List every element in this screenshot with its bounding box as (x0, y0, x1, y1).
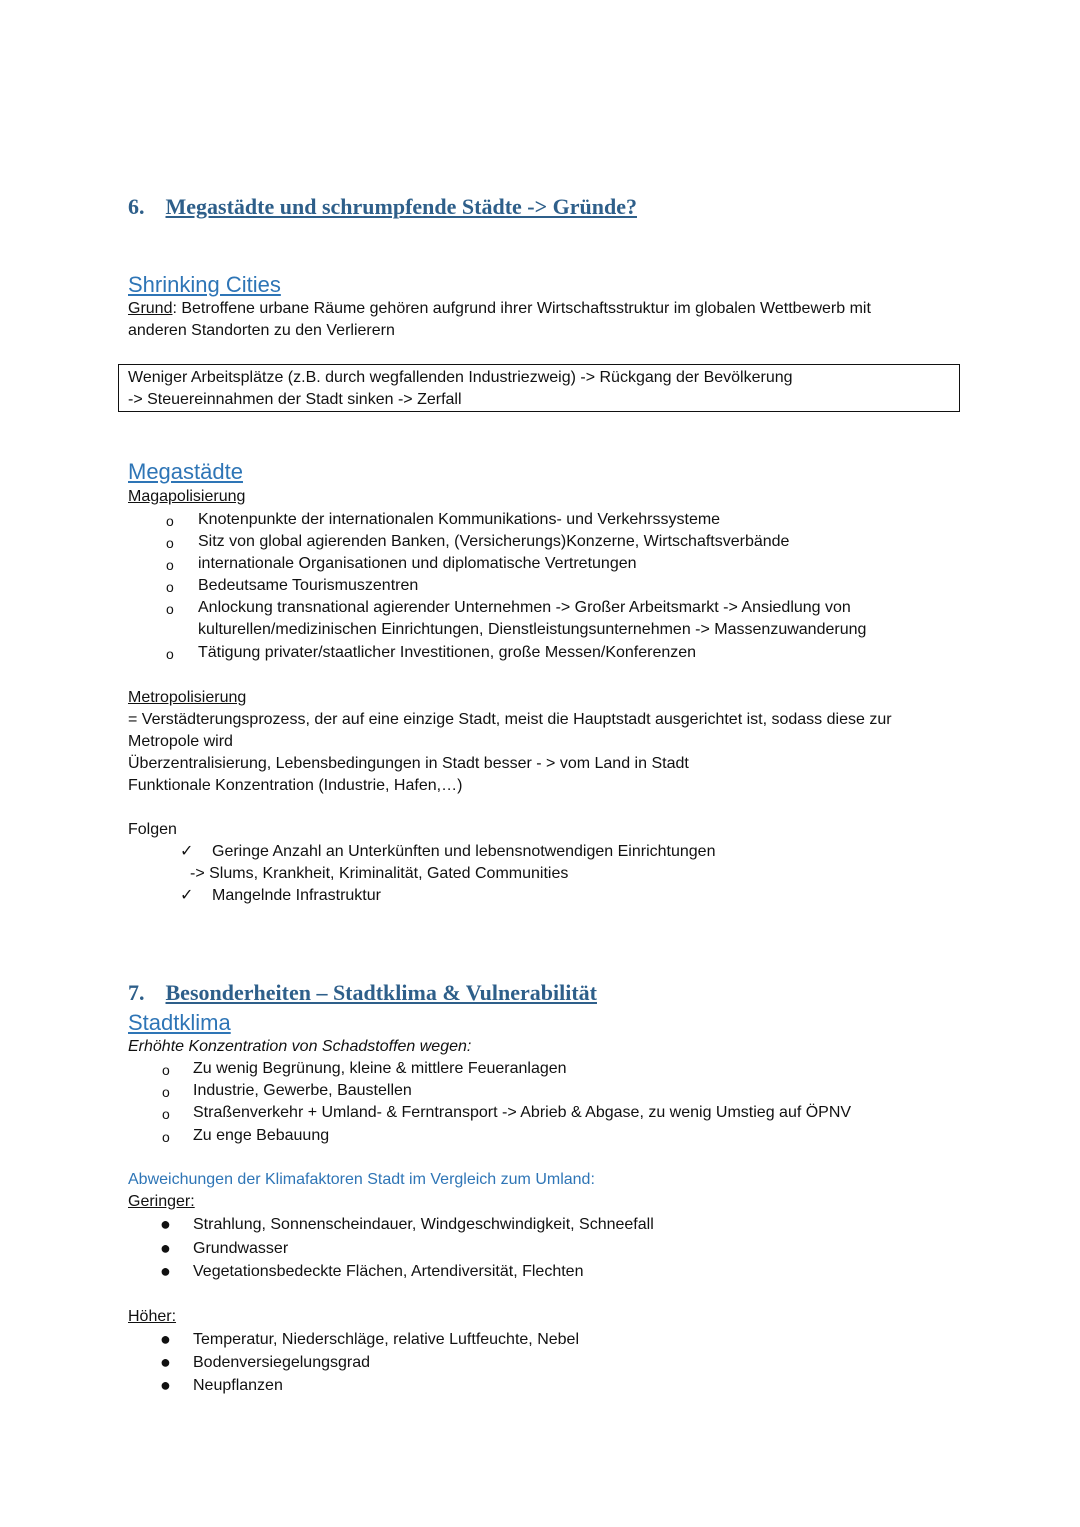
geringer-label: Geringer: (128, 1193, 195, 1210)
list-item: Tätigung privater/staatlicher Investitionen, große Messen/Konferenzen (198, 644, 697, 661)
list-item: Anlockung transnational agierender Unternehmen -> Großer Arbeitsmarkt -> Ansiedlung von (198, 599, 851, 616)
magapolisierung-heading: Magapolisierung (128, 488, 246, 505)
list-item: Industrie, Gewerbe, Baustellen (193, 1082, 412, 1099)
list-item: Grundwasser (193, 1240, 289, 1257)
folgen-label: Folgen (128, 821, 177, 838)
list-item: Strahlung, Sonnenscheindauer, Windgeschwindigkeit, Schneefall (193, 1216, 654, 1233)
stadtklima-heading: Stadtklima (128, 1010, 231, 1035)
list-item: Bedeutsame Tourismuszentren (198, 577, 419, 594)
list-item: Straßenverkehr + Umland- & Ferntransport -> Abrieb & Abgase, zu wenig Umstieg auf ÖPNV (193, 1104, 852, 1121)
check-icon: ✓ (180, 887, 194, 904)
folgen-item: Geringe Anzahl an Unterkünften und lebensnotwendigen Einrichtungen (212, 843, 716, 860)
box-line-1: Weniger Arbeitsplätze (z.B. durch wegfallenden Industriezweig) -> Rückgang der Bevölkerung (128, 369, 793, 386)
list-bullet: o (162, 1062, 170, 1078)
metro-line: Überzentralisierung, Lebensbedingungen in Stadt besser - > vom Land in Stadt (128, 755, 689, 772)
list-item: Knotenpunkte der internationalen Kommunikations- und Verkehrssysteme (198, 511, 721, 528)
metropolisierung-heading: Metropolisierung (128, 689, 247, 706)
bullet-dot-icon: ● (160, 1238, 171, 1258)
metro-line: Metropole wird (128, 733, 233, 750)
bullet-dot-icon: ● (160, 1329, 171, 1349)
list-item: Sitz von global agierenden Banken, (Versicherungs)Konzerne, Wirtschaftsverbände (198, 533, 790, 550)
bullet-dot-icon: ● (160, 1261, 171, 1281)
list-item: Zu enge Bebauung (193, 1127, 330, 1144)
folgen-item: Mangelnde Infrastruktur (212, 887, 381, 904)
abweichungen-heading: Abweichungen der Klimafaktoren Stadt im Vergleich zum Umland: (128, 1171, 595, 1188)
list-item: Vegetationsbedeckte Flächen, Artendiversität, Flechten (193, 1263, 584, 1280)
section-6-number: 6. (128, 194, 145, 219)
list-bullet: o (162, 1129, 170, 1145)
shrinking-cities-heading: Shrinking Cities (128, 272, 281, 297)
list-bullet: o (166, 557, 174, 573)
list-item-continuation: kulturellen/medizinischen Einrichtungen, Dienstleistungsunternehmen -> Massenzuwanderung (198, 621, 867, 638)
section-7-heading (128, 980, 597, 1006)
list-bullet: o (162, 1084, 170, 1100)
list-item: Neupflanzen (193, 1377, 283, 1394)
list-item: Temperatur, Niederschläge, relative Luftfeuchte, Nebel (193, 1331, 579, 1348)
list-item: Zu wenig Begrünung, kleine & mittlere Feueranlagen (193, 1060, 567, 1077)
list-bullet: o (166, 601, 174, 617)
section-6-title: Megastädte und schrumpfende Städte -> Gründe? (165, 194, 637, 219)
bullet-dot-icon: ● (160, 1375, 171, 1395)
check-icon: ✓ (180, 843, 194, 860)
grund-text: : Betroffene urbane Räume gehören aufgrund ihrer Wirtschaftsstruktur im globalen Wettbewerb mit (172, 300, 871, 317)
metro-line: Funktionale Konzentration (Industrie, Hafen,…) (128, 777, 463, 794)
megastaedte-heading: Megastädte (128, 459, 243, 484)
stadtklima-intro: Erhöhte Konzentration von Schadstoffen wegen: (128, 1038, 472, 1055)
list-item: Bodenversiegelungsgrad (193, 1354, 371, 1371)
folgen-arrow-line: -> Slums, Krankheit, Kriminalität, Gated Communities (190, 865, 569, 882)
section-7-number: 7. (128, 980, 145, 1005)
hoeher-label: Höher: (128, 1308, 177, 1325)
metro-line: = Verstädterungsprozess, der auf eine einzige Stadt, meist die Hauptstadt ausgerichtet ist, sodass diese zur (128, 711, 892, 728)
box-line-2: -> Steuereinnahmen der Stadt sinken -> Zerfall (128, 391, 462, 408)
list-bullet: o (166, 513, 174, 529)
list-bullet: o (162, 1106, 170, 1122)
list-item: internationale Organisationen und diplomatische Vertretungen (198, 555, 637, 572)
bullet-dot-icon: ● (160, 1214, 171, 1234)
section-6-heading (128, 194, 637, 220)
grund-label: Grund (128, 300, 173, 317)
list-bullet: o (166, 579, 174, 595)
grund-line-2: anderen Standorten zu den Verlierern (128, 322, 395, 339)
section-7-title: Besonderheiten – Stadtklima & Vulnerabilität (165, 980, 597, 1005)
list-bullet: o (166, 535, 174, 551)
grund-line-1 (128, 298, 871, 320)
bullet-dot-icon: ● (160, 1352, 171, 1372)
list-bullet: o (166, 646, 174, 662)
